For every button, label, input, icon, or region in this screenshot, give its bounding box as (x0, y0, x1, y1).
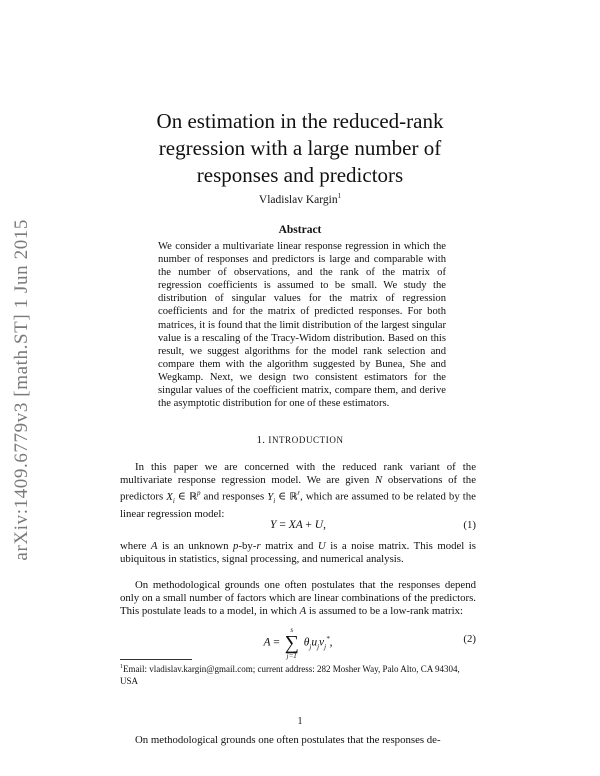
author-name: Vladislav Kargin (258, 193, 338, 206)
page-number: 1 (297, 716, 303, 727)
section-heading (150, 434, 450, 446)
equation-1-number: (1) (463, 519, 476, 531)
title-line-1: On estimation in the reduced-rank (156, 109, 444, 133)
equation-1 (120, 519, 476, 537)
paragraph-4-start: On methodological grounds one often postulates that the responses de- (135, 734, 441, 746)
section-number: 1. (256, 434, 266, 446)
paragraph-2: where A is an unknown p-by-r matrix and U is a noise matrix. This model is ubiquitous in statistics, signal processing, and numerical analysis. (120, 540, 476, 565)
arxiv-watermark: arXiv:1409.6779v3 [math.ST] 1 Jun 2015 (11, 219, 32, 561)
footnote-rule (120, 659, 192, 660)
paper-title (120, 108, 480, 189)
abstract-heading: Abstract (278, 224, 322, 236)
author-footnote-mark: 1 (337, 192, 342, 200)
author-line (150, 192, 450, 206)
equation-2-body: A = s ∑ j=1 $\theta_ju_jv_j^*$, (263, 626, 333, 660)
equation-2-number: (2) (463, 633, 476, 645)
paragraph-3: On methodological grounds one often postulates that the responses depend only on a small number of factors which are linear combinations of the predictors. This postulate leads to a model, in which A is assumed to be a low-rank matrix: (120, 579, 476, 617)
footnote-mark: 1 (120, 664, 123, 670)
footnote-text: Email: vladislav.kargin@gmail.com; current address: 282 Mosher Way, Palo Alto, CA 94304, USA (120, 664, 460, 686)
title-line-3: responses and predictors (196, 163, 404, 187)
paragraph-1: In this paper we are concerned with the reduced rank variant of the multivariate response regression model. We are given N observations of the predictors $X_i$ ∈ ℝ$^p$ and responses $Y_i$ ∈ ℝ$^r$, which are assumed to be related by the linear regression model: (120, 461, 476, 520)
abstract-text: We consider a multivariate linear response regression in which the number of responses and predictors is large and comparable with the number of observations, and the rank of the matrix of regression coefficients is assumed to be small. We study the distribution of singular values for the matrix of regression coefficients and for the matrix of predicted responses. For both matrices, it is found that the limit distribution of the largest singular value is a rescaling of the Tracy-Widom distribution. Based on this result, we suggest algorithms for the model rank selection and compare them with the algorithm suggested by Bunea, She and Wegkamp. Next, we design two consistent estimators for the singular values of the coefficient matrix, compare them, and derive the asymptotic distribution for one of these estimators. (158, 241, 446, 410)
equation-1-body: Y = XA + U, (270, 519, 326, 531)
footnote (120, 662, 476, 687)
title-line-2: regression with a large number of (158, 136, 442, 160)
section-title: INTRODUCTION (268, 435, 344, 445)
equation-2 (120, 626, 476, 660)
